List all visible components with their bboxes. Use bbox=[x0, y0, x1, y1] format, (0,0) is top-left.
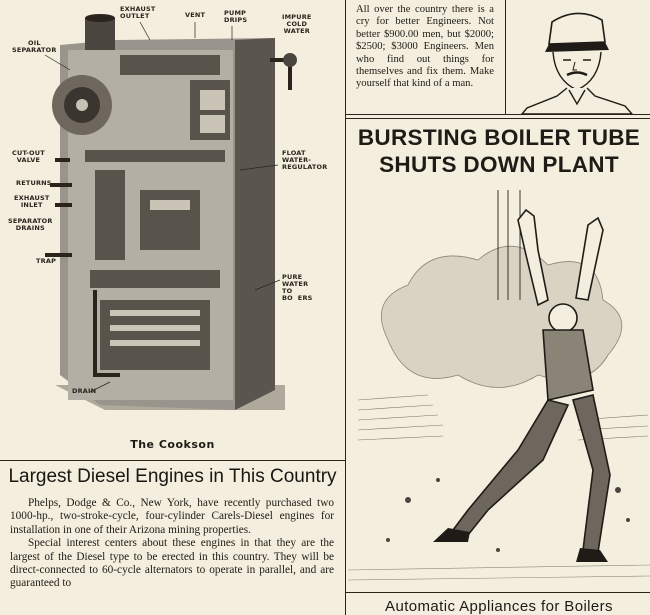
callout-oil-separator: OIL SEPARATOR bbox=[12, 39, 57, 54]
callout-trap: TRAP bbox=[36, 257, 57, 265]
ad-divider bbox=[505, 0, 506, 114]
next-article-headline: Automatic Appliances for Boilers bbox=[385, 598, 613, 615]
illustration-caption: The Cookson bbox=[130, 438, 215, 451]
headline bbox=[348, 124, 650, 178]
ad-bottom-rule bbox=[346, 114, 650, 115]
callout-exhaust-inlet: EXHAUST INLET bbox=[14, 194, 50, 209]
callout-pure-water-to-boilers: PURE WATER TO BO ERS bbox=[282, 273, 313, 302]
callout-impure-cold-water: IMPURE COLD WATER bbox=[282, 13, 312, 35]
callout-drain: DRAIN bbox=[72, 387, 97, 395]
article-body bbox=[10, 497, 334, 591]
bottom-rule bbox=[346, 592, 650, 593]
headline-line-1: BURSTING BOILER TUBE bbox=[357, 125, 641, 150]
callout-float-water-regulator: FLOAT WATER- REGULATOR bbox=[282, 149, 328, 171]
engineer-portrait-illustration bbox=[497, 0, 650, 114]
callout-returns: RETURNS bbox=[16, 179, 52, 187]
callout-cut-out-valve: CUT-OUT VALVE bbox=[12, 149, 45, 164]
advertisement-text: All over the country there is a cry for better Engineers. Not better $900.00 men, but $2000; $2500; $3000 Engineers. Men who find out things for themselves and fix them. Make yourself that kind of a man. bbox=[356, 4, 494, 90]
ad-bottom-rule-2 bbox=[346, 118, 650, 119]
callout-separator-drains: SEPARATOR DRAINS bbox=[8, 217, 53, 232]
callout-pump-drips: PUMP DRIPS bbox=[224, 9, 248, 24]
column-divider bbox=[345, 0, 346, 615]
headline-line-2: SHUTS DOWN PLANT bbox=[379, 152, 619, 177]
article-paragraph: Special interest centers about these engines in that they are the largest of the Diesel type to be erected in this country. They will be direct-connected to 60-cycle alternators to operate in parallel, and are guaranteed to bbox=[10, 537, 334, 590]
article-divider bbox=[0, 460, 345, 461]
callout-exhaust-outlet: EXHAUST OUTLET bbox=[120, 5, 156, 20]
bursting-boiler-illustration bbox=[348, 190, 650, 590]
callout-vent: VENT bbox=[185, 11, 206, 19]
article-paragraph: Phelps, Dodge & Co., New York, have recently purchased two 1000-hp., two-stroke-cycle, four-cylinder Carels-Diesel engines for installation in one of their Arizona mining properties. bbox=[10, 497, 334, 536]
article-title: Largest Diesel Engines in This Country bbox=[8, 466, 337, 487]
